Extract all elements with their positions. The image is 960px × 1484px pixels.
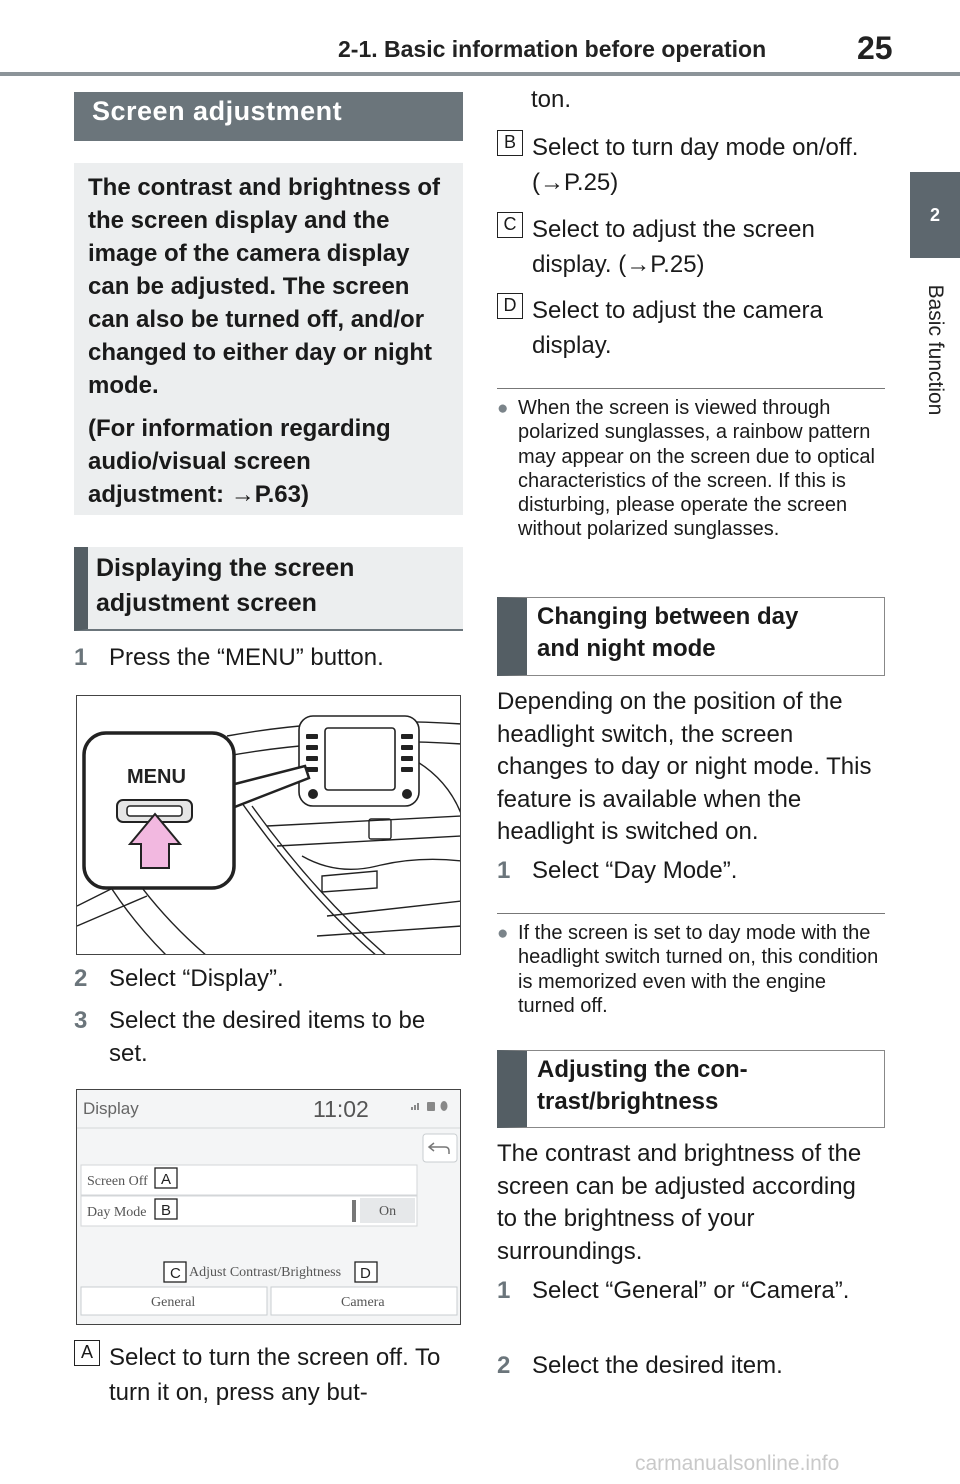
step-number: 3 (74, 1007, 88, 1034)
step-text: Select the desired item. (532, 1352, 783, 1379)
screen-adjustment-heading: Screen adjustment (74, 92, 463, 141)
key-d-box: D (497, 293, 523, 319)
display-screen-drawing (77, 1090, 461, 1325)
screen-time: 11:02 (313, 1096, 369, 1122)
bullet-icon: ● (497, 923, 509, 944)
contrast-brightness-heading (497, 1050, 885, 1128)
arrow-right-icon: → (540, 169, 564, 196)
step-number: 1 (497, 857, 511, 884)
item-c (497, 212, 877, 282)
key-a-label: A (161, 1171, 172, 1188)
item-b-text: Select to turn day mode on/off. ( (532, 134, 859, 196)
chapter-number: 2 (929, 204, 940, 225)
chapter-label: Basic function (924, 284, 947, 416)
chapter-tab[interactable] (910, 172, 960, 258)
continued-text: ton. (531, 86, 572, 113)
screen-off-label: Screen Off (87, 1174, 148, 1189)
key-c-label: C (170, 1265, 181, 1282)
key-a-box: A (74, 1340, 100, 1366)
note-text: If the screen is set to day mode with the headlight switch turned on, this condition is memorized even with the engine turned off. (518, 922, 879, 1017)
step-text: Select the desired items to be set. (109, 1007, 426, 1067)
step-text: Press the “MENU” button. (109, 644, 384, 671)
page-number: 25 (857, 30, 893, 66)
note-divider (497, 388, 885, 389)
heading-line: Displaying the screen (96, 554, 355, 582)
step-number: 2 (74, 965, 88, 992)
day-night-heading (497, 597, 885, 676)
step-item (74, 962, 464, 995)
heading-line: trast/brightness (537, 1088, 719, 1115)
heading-line: Changing between day (537, 603, 799, 630)
intro-reference (88, 412, 453, 511)
key-b-box: B (497, 130, 523, 156)
adjust-contrast-label: Adjust Contrast/Brightness (189, 1265, 342, 1280)
item-d (497, 293, 877, 363)
step-number: 2 (497, 1352, 511, 1379)
step-item (74, 1004, 464, 1070)
page-reference-link[interactable]: P.25) (564, 169, 619, 196)
camera-button-label: Camera (341, 1295, 385, 1310)
note-divider (497, 913, 885, 914)
step-item (74, 641, 464, 674)
header-rule (0, 72, 960, 76)
general-button-label: General (151, 1295, 196, 1310)
day-night-paragraph: Depending on the position of the headlight switch, the screen changes to day or night mode. This feature is available when the headlight is switched on. (497, 688, 872, 845)
dashboard-illustration (76, 695, 461, 955)
menu-label: MENU (127, 766, 186, 788)
step-item (497, 854, 887, 887)
note-polarized (497, 396, 887, 542)
item-b (497, 130, 877, 200)
item-a-text: Select to turn the screen off. To turn it on, press any but- (109, 1344, 441, 1406)
dashboard-drawing (77, 696, 461, 955)
heading-line: Adjusting the con- (537, 1056, 748, 1083)
day-mode-value: On (379, 1204, 397, 1219)
arrow-right-icon: → (626, 251, 651, 278)
contrast-paragraph: The contrast and brightness of the screen can be adjusted according to the brightness of your surroundings. (497, 1140, 862, 1265)
bullet-icon: ● (497, 398, 509, 419)
note-text: When the screen is viewed through polarized sunglasses, a rainbow pattern may appear on the screen due to optical characteristics of the screen. If this is disturbing, please operate the screen without polarized sunglasses. (518, 397, 875, 541)
key-c-box: C (497, 212, 523, 238)
step-text: Select “Day Mode”. (532, 857, 738, 884)
key-b-label: B (161, 1202, 172, 1219)
screen-title: Display (83, 1099, 139, 1118)
watermark: carmanualsonline.info (635, 1452, 840, 1475)
note-day-mode (497, 921, 887, 1018)
running-header-title: 2-1. Basic information before operation (338, 36, 767, 62)
heading-line: adjustment screen (96, 589, 317, 617)
display-screen-illustration (76, 1089, 461, 1325)
page-reference-link[interactable]: P.25) (650, 251, 705, 278)
step-number: 1 (74, 644, 88, 671)
intro-paragraph: The contrast and brightness of the screen display and the image of the camera display can be adjusted. The screen can also be turned off, and/or changed to either day or night mode. (88, 174, 441, 399)
step-text: Select “General” or “Camera”. (532, 1277, 850, 1304)
intro-box (74, 163, 463, 515)
intro-reference-prefix: (For information regarding audio/visual screen adjustment: (88, 415, 391, 508)
item-a (74, 1340, 464, 1410)
item-d-text: Select to adjust the camera display. (532, 297, 823, 359)
step-item (497, 1349, 887, 1382)
page-reference-link[interactable]: P.63) (254, 481, 309, 508)
item-c-text: Select to adjust the screen display. ( (532, 216, 815, 278)
displaying-screen-heading (74, 547, 463, 631)
day-mode-label: Day Mode (87, 1205, 147, 1220)
key-d-label: D (360, 1265, 371, 1282)
step-text: Select “Display”. (109, 965, 284, 992)
step-number: 1 (497, 1277, 511, 1304)
arrow-right-icon: → (230, 481, 255, 508)
heading-line: and night mode (537, 635, 716, 662)
step-item (497, 1274, 887, 1307)
